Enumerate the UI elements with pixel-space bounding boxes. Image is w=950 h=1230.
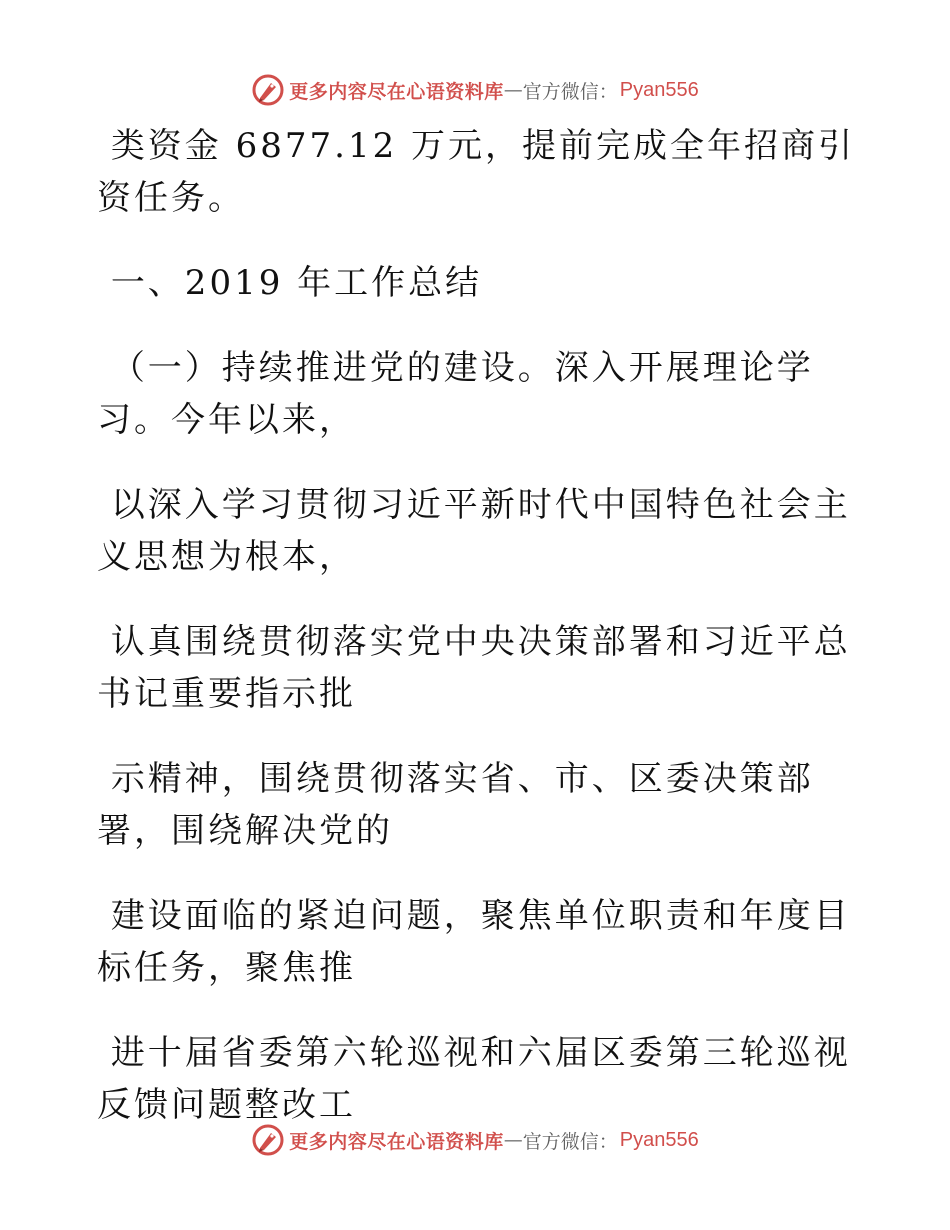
paragraph: 建设面临的紧迫问题，聚焦单位职责和年度目标任务，聚焦推 — [97, 896, 851, 988]
pen-nib-logo-icon — [251, 1123, 285, 1157]
footer-watermark — [0, 1120, 950, 1160]
paragraph: （一）持续推进党的建设。深入开展理论学习。今年以来， — [97, 348, 814, 440]
watermark-official-label: 官方微信： — [522, 1130, 618, 1153]
paragraph: 以深入学习贯彻习近平新时代中国特色社会主义思想为根本， — [97, 485, 851, 577]
pen-nib-logo-icon — [251, 73, 285, 107]
section-heading: 一、2019 年工作总结 — [97, 263, 483, 303]
header-watermark — [0, 70, 950, 110]
watermark-account: Pyan556 — [619, 78, 699, 101]
watermark-separator: — — [503, 1129, 523, 1151]
document-body — [97, 120, 857, 1131]
paragraph: 进十届省委第六轮巡视和六届区委第三轮巡视反馈问题整改工 — [97, 1033, 851, 1125]
paragraph: 认真围绕贯彻落实党中央决策部署和习近平总书记重要指示批 — [97, 622, 851, 714]
watermark-prefix: 更多内容尽在心语资料库 — [289, 1130, 504, 1153]
watermark-separator: — — [503, 79, 523, 101]
watermark-official-label: 官方微信： — [522, 80, 618, 103]
paragraph: 类资金 6877.12 万元，提前完成全年招商引资任务。 — [97, 126, 856, 218]
watermark-prefix: 更多内容尽在心语资料库 — [289, 80, 504, 103]
paragraph: 示精神，围绕贯彻落实省、市、区委决策部署，围绕解决党的 — [97, 759, 814, 851]
watermark-account: Pyan556 — [619, 1128, 699, 1151]
